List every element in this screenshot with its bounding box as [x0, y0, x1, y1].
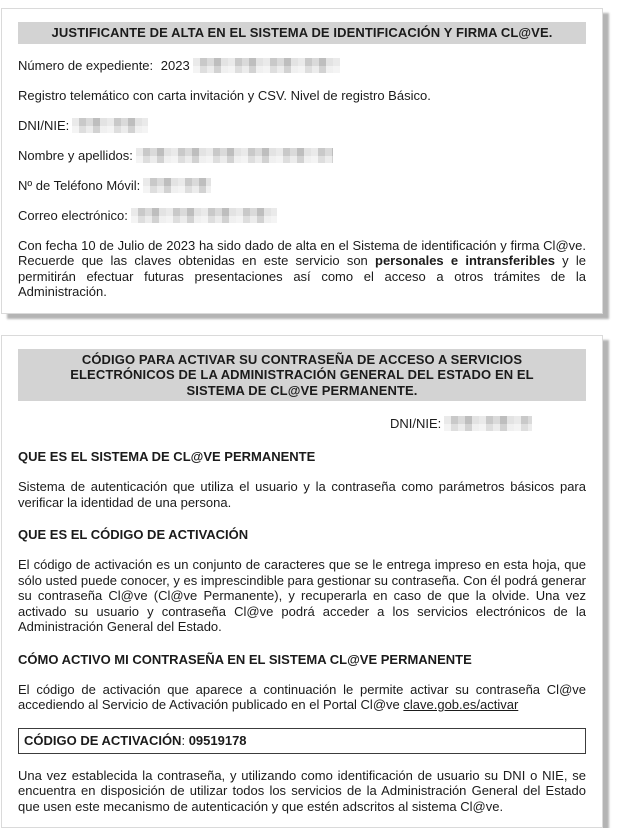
paragraph-que-es-sistema: Sistema de autenticación que utiliza el usuario y la contraseña como parámetros básicos para verificar la identidad de una persona. [18, 479, 586, 510]
activation-code-separator: : [181, 733, 188, 748]
expediente-label: Número de expediente: [18, 58, 153, 73]
nombre-redacted-value [136, 148, 333, 163]
codigo-activacion-document [1, 335, 603, 828]
heading-como-activo: CÓMO ACTIVO MI CONTRASEÑA EN EL SISTEMA CL@VE PERMANENTE [18, 652, 586, 668]
nombre-row [18, 148, 586, 164]
telefono-row [18, 178, 586, 194]
expediente-row [18, 58, 586, 74]
justificante-document [1, 8, 603, 314]
activation-code-box [18, 728, 586, 754]
expediente-value-visible: 2023 [161, 58, 190, 73]
activation-code-value: 09519178 [189, 733, 247, 748]
heading-que-es-codigo: QUE ES EL CÓDIGO DE ACTIVACIÓN [18, 527, 586, 543]
activation-portal-link[interactable]: clave.gob.es/activar [403, 697, 518, 712]
page [0, 8, 635, 828]
paragraph-final: Una vez establecida la contraseña, y utilizando como identificación de usuario su DNI o NIE, se encuentra en disposición de utilizar todos los servicios de la Administración General del Estado que usen este mecanismo de autenticación y que estén adscritos al sistema Cl@ve. [18, 768, 586, 815]
dni-row [18, 118, 586, 134]
paragraph-que-es-codigo: El código de activación es un conjunto de caracteres que se le entrega impreso en esta hoja, que sólo usted puede conocer, y es imprescindible para gestionar su contraseña. Con él podrá generar su contraseña Cl@ve (Cl@ve Permanente), y recuperarla en caso de que la olvide. Una vez activado su usuario y contraseña Cl@ve podrá acceder a los servicios electrónicos de la Administración General del Estado. [18, 557, 586, 635]
dni-label: DNI/NIE: [18, 118, 69, 133]
dni-row-doc2 [390, 416, 586, 432]
paragraph-como-activo [18, 682, 586, 713]
dni-label-doc2: DNI/NIE: [390, 416, 441, 431]
heading-que-es-sistema: QUE ES EL SISTEMA DE CL@VE PERMANENTE [18, 449, 586, 465]
alta-confirmation-paragraph [18, 238, 586, 300]
paragraph-como-part1: El código de activación que aparece a continuación le permite activar su contraseña Cl@ve accediendo al Servicio de Activación publicado en el Portal Cl@ve [18, 682, 586, 713]
codigo-document-title: CÓDIGO PARA ACTIVAR SU CONTRASEÑA DE ACCESO A SERVICIOS ELECTRÓNICOS DE LA ADMINISTRACIÓN GENERAL DEL ESTADO EN EL SISTEMA DE CL@VE PERMANENTE. [18, 349, 586, 402]
alta-paragraph-part2: y le permitirán efectuar futuras presentaciones así como el acceso a otros trámites de la Administración. [18, 253, 586, 299]
correo-row [18, 208, 586, 224]
correo-redacted-value [131, 208, 277, 223]
expediente-redacted-value [193, 58, 340, 73]
alta-paragraph-bold: personales e intransferibles [375, 253, 555, 268]
telefono-label: Nº de Teléfono Móvil: [18, 178, 140, 193]
correo-label: Correo electrónico: [18, 208, 128, 223]
activation-code-label: CÓDIGO DE ACTIVACIÓN [24, 733, 181, 748]
justificante-title: JUSTIFICANTE DE ALTA EN EL SISTEMA DE IDENTIFICACIÓN Y FIRMA CL@VE. [18, 22, 586, 44]
telefono-redacted-value [143, 178, 211, 193]
alta-paragraph-part1: Con fecha 10 de Julio de 2023 ha sido dado de alta en el Sistema de identificación y firma Cl@ve. Recuerde que las claves obtenidas en este servicio son [18, 238, 586, 269]
nombre-label: Nombre y apellidos: [18, 148, 133, 163]
dni-redacted-value-doc2 [444, 416, 532, 431]
dni-redacted-value [72, 118, 148, 133]
registro-row: Registro telemático con carta invitación y CSV. Nivel de registro Básico. [18, 88, 586, 104]
